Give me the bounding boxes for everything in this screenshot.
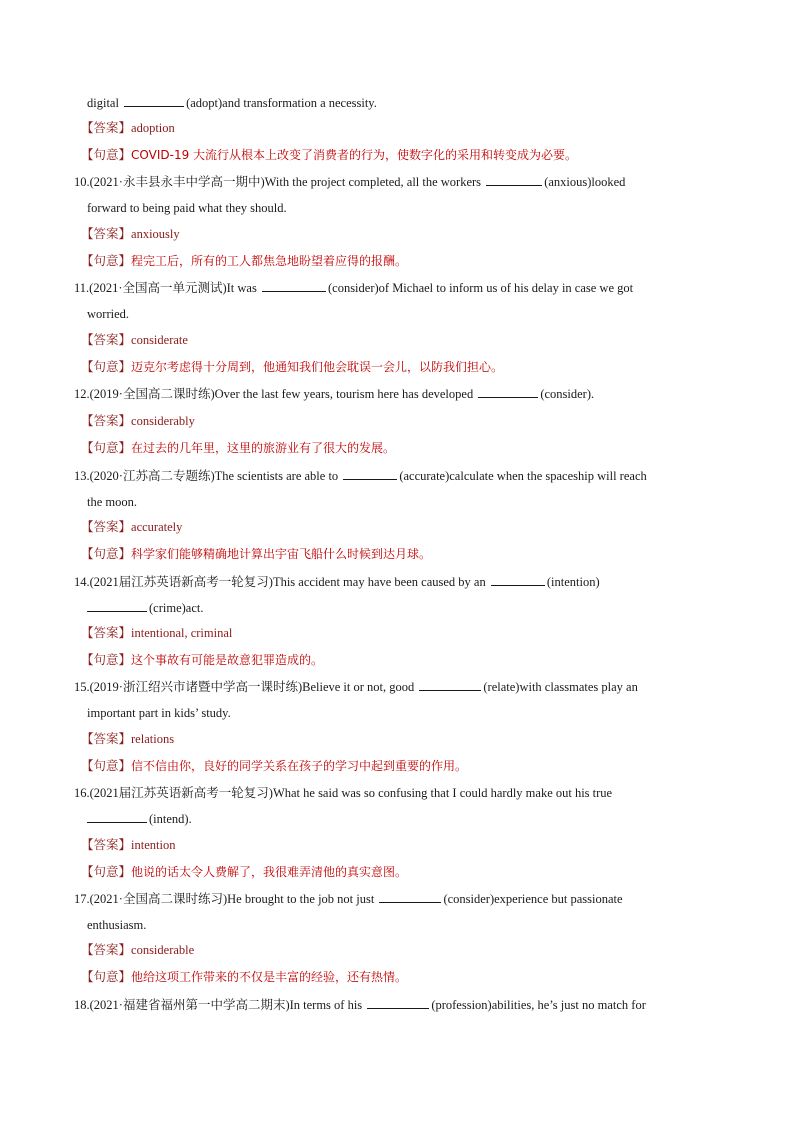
answer-tag: 【答案】 bbox=[81, 943, 132, 957]
fill-blank bbox=[87, 810, 147, 823]
answer-text: intentional, criminal bbox=[131, 626, 233, 640]
question-11 bbox=[74, 279, 633, 297]
answer-text: considerable bbox=[131, 943, 195, 957]
question-text: 16.(2021届江苏英语新高考一轮复习)What he said was so confusing that I could hardly make out his true bbox=[74, 786, 613, 800]
question-17 bbox=[74, 890, 623, 908]
question-14 bbox=[74, 573, 600, 591]
question-16-continuation bbox=[87, 810, 192, 828]
question-text: 17.(2021·全国高二课时练习)He brought to the job not just bbox=[74, 892, 375, 906]
answer-text: relations bbox=[131, 732, 175, 746]
answer-14 bbox=[81, 624, 232, 642]
question-text: worried. bbox=[87, 307, 129, 321]
question-text: 15.(2019·浙江绍兴市诸暨中学高一课时练)Believe it or not, good bbox=[74, 680, 415, 694]
meaning-text: 信不信由你，良好的同学关系在孩子的学习中起到重要的作用。 bbox=[131, 759, 468, 773]
meaning-text: 迈克尔考虑得十分周到，他通知我们他会耽误一会儿，以防我们担心。 bbox=[131, 360, 504, 374]
meaning-tag: 【句意】 bbox=[81, 759, 132, 773]
question-18 bbox=[74, 996, 646, 1014]
answer-tag: 【答案】 bbox=[81, 227, 132, 241]
answer-10 bbox=[81, 225, 180, 243]
meaning-15 bbox=[81, 757, 467, 775]
question-text: 13.(2020·江苏高二专题练)The scientists are able to bbox=[74, 469, 339, 483]
meaning-tag: 【句意】 bbox=[81, 547, 132, 561]
question-hint: (consider)of Michael to inform us of his delay in case we got bbox=[327, 281, 634, 295]
question-text: the moon. bbox=[87, 495, 137, 509]
question-text: forward to being paid what they should. bbox=[87, 201, 287, 215]
fill-blank bbox=[486, 173, 542, 186]
answer-tag: 【答案】 bbox=[81, 333, 132, 347]
answer-text: considerably bbox=[131, 414, 195, 428]
question-text: 12.(2019·全国高二课时练)Over the last few years, tourism here has developed bbox=[74, 387, 474, 401]
meaning-9 bbox=[81, 146, 577, 164]
meaning-text: 程完工后，所有的工人都焦急地盼望着应得的报酬。 bbox=[131, 254, 408, 268]
q9-hint: (adopt)and transformation a necessity. bbox=[186, 96, 377, 110]
question-15 bbox=[74, 678, 638, 696]
question-11-continuation bbox=[87, 305, 129, 323]
question-hint: (intention) bbox=[546, 575, 600, 589]
meaning-text: 他给这项工作带来的不仅是丰富的经验，还有热情。 bbox=[131, 970, 408, 984]
meaning-13 bbox=[81, 545, 431, 563]
question-14-continuation bbox=[87, 599, 203, 617]
fill-blank bbox=[343, 467, 397, 480]
meaning-text: 这个事故有可能是故意犯罪造成的。 bbox=[131, 653, 324, 667]
fill-blank bbox=[367, 996, 429, 1009]
fill-blank bbox=[419, 678, 481, 691]
answer-text: intention bbox=[131, 838, 176, 852]
meaning-tag: 【句意】 bbox=[81, 441, 132, 455]
question-hint: (intend). bbox=[149, 812, 192, 826]
answer-13 bbox=[81, 518, 182, 536]
meaning-17 bbox=[81, 968, 407, 986]
answer-12 bbox=[81, 412, 195, 430]
fill-blank bbox=[87, 599, 147, 612]
question-hint: (consider). bbox=[540, 387, 595, 401]
fill-blank bbox=[124, 94, 184, 107]
question-text: 11.(2021·全国高一单元测试)It was bbox=[74, 281, 257, 295]
question-hint: (relate)with classmates play an bbox=[483, 680, 638, 694]
question-10 bbox=[74, 173, 625, 191]
meaning-11 bbox=[81, 358, 503, 376]
question-17-continuation bbox=[87, 916, 146, 934]
meaning-tag: 【句意】 bbox=[81, 254, 132, 268]
answer-text: anxiously bbox=[131, 227, 180, 241]
answer-tag: 【答案】 bbox=[81, 520, 132, 534]
question-hint: (anxious)looked bbox=[544, 175, 626, 189]
answer-tag: 【答案】 bbox=[81, 732, 132, 746]
question-text: important part in kids’ study. bbox=[87, 706, 231, 720]
question-15-continuation bbox=[87, 704, 231, 722]
question-10-continuation bbox=[87, 199, 287, 217]
meaning-10 bbox=[81, 252, 407, 270]
meaning-text: 在过去的几年里，这里的旅游业有了很大的发展。 bbox=[131, 441, 396, 455]
answer-tag: 【答案】 bbox=[81, 838, 132, 852]
meaning-16 bbox=[81, 863, 407, 881]
meaning-tag: 【句意】 bbox=[81, 970, 132, 984]
question-hint: (consider)experience but passionate bbox=[443, 892, 623, 906]
answer-text: accurately bbox=[131, 520, 183, 534]
question-text: 18.(2021·福建省福州第一中学高二期末)In terms of his bbox=[74, 998, 363, 1012]
fill-blank bbox=[379, 890, 441, 903]
meaning-text: 他说的话太令人费解了，我很难弄清他的真实意图。 bbox=[131, 865, 408, 879]
fill-blank bbox=[491, 573, 545, 586]
answer-11 bbox=[81, 331, 188, 349]
answer-text: considerate bbox=[131, 333, 188, 347]
answer-text: adoption bbox=[131, 121, 175, 135]
question-text: 14.(2021届江苏英语新高考一轮复习)This accident may have been caused by an bbox=[74, 575, 486, 589]
question-9-continuation bbox=[87, 94, 377, 112]
question-hint: (crime)act. bbox=[149, 601, 204, 615]
meaning-12 bbox=[81, 439, 395, 457]
answer-tag: 【答案】 bbox=[81, 626, 132, 640]
answer-9 bbox=[81, 119, 175, 137]
answer-16 bbox=[81, 836, 175, 854]
question-12 bbox=[74, 385, 594, 403]
answer-17 bbox=[81, 941, 194, 959]
question-13-continuation bbox=[87, 493, 137, 511]
question-text: 10.(2021·永丰县永丰中学高一期中)With the project completed, all the workers bbox=[74, 175, 482, 189]
meaning-text: COVID-19 大流行从根本上改变了消费者的行为，使数字化的采用和转变成为必要。 bbox=[131, 148, 578, 162]
answer-tag: 【答案】 bbox=[81, 414, 132, 428]
meaning-tag: 【句意】 bbox=[81, 148, 132, 162]
meaning-14 bbox=[81, 651, 323, 669]
answer-tag: 【答案】 bbox=[81, 121, 132, 135]
fill-blank bbox=[262, 279, 326, 292]
fill-blank bbox=[478, 385, 538, 398]
question-hint: (profession)abilities, he’s just no match for bbox=[431, 998, 646, 1012]
question-16 bbox=[74, 784, 612, 802]
question-hint: (accurate)calculate when the spaceship will reach bbox=[399, 469, 647, 483]
meaning-tag: 【句意】 bbox=[81, 360, 132, 374]
q9-prefix: digital bbox=[87, 96, 119, 110]
answer-15 bbox=[81, 730, 174, 748]
question-13 bbox=[74, 467, 647, 485]
meaning-tag: 【句意】 bbox=[81, 653, 132, 667]
meaning-text: 科学家们能够精确地计算出宇宙飞船什么时候到达月球。 bbox=[131, 547, 432, 561]
meaning-tag: 【句意】 bbox=[81, 865, 132, 879]
question-text: enthusiasm. bbox=[87, 918, 147, 932]
